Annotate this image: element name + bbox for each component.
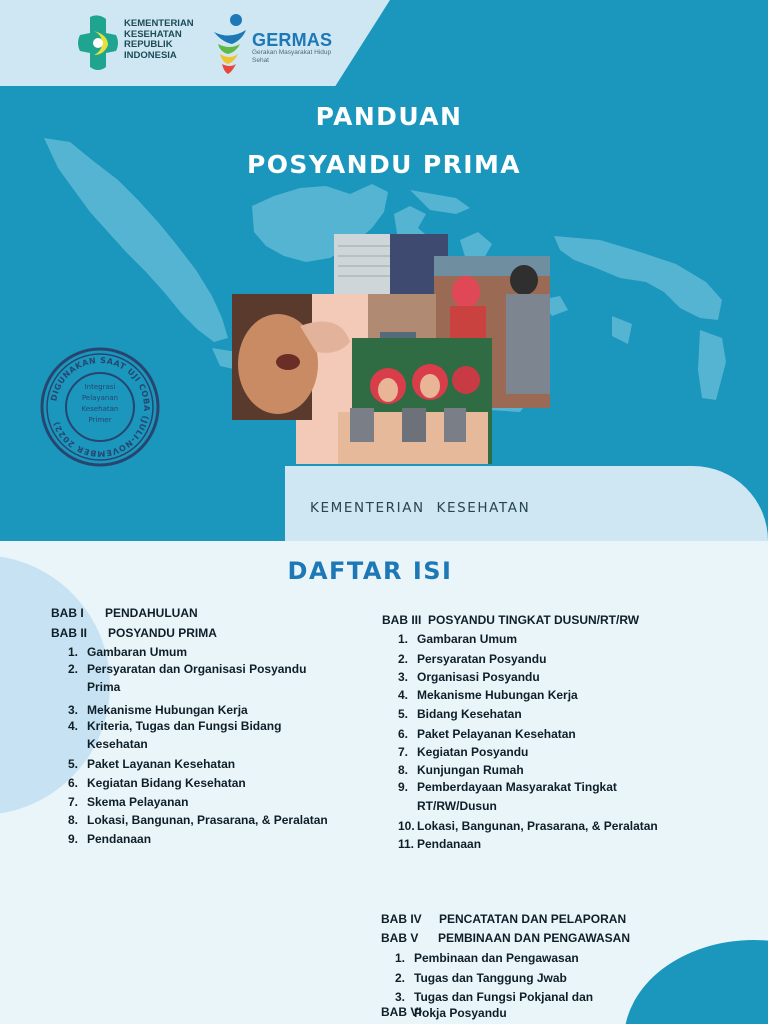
toc-item: 8. Kunjungan Rumah [398,763,524,777]
toc-chapter: BAB III POSYANDU TINGKAT DUSUN/RT/RW [382,613,640,627]
toc-chapter: BAB V PEMBINAAN DAN PENGAWASAN [381,931,631,945]
toc-item: 5. Bidang Kesehatan [398,707,522,721]
toc-item: 3. Mekanisme Hubungan Kerja [68,703,248,717]
table-of-contents-page [0,541,768,1024]
toc-item: 1. Pembinaan dan Pengawasan [395,951,579,965]
trial-stamp-icon [38,345,162,469]
svg-text:Pelayanan: Pelayanan [81,394,119,402]
toc-item: 5. Paket Layanan Kesehatan [68,757,236,771]
germas-title: GERMAS [252,30,333,50]
germas-subtitle: Gerakan Masyarakat Hidup Sehat [252,49,332,64]
toc-item: 1. Gambaran Umum [68,645,188,659]
toc-item: 3. Organisasi Posyandu [398,670,540,684]
toc-item: 2. Persyaratan dan Organisasi Posyandu [68,662,307,676]
toc-title: DAFTAR ISI [287,557,453,585]
kemenkes-logo-icon [76,13,120,73]
svg-text:Integrasi: Integrasi [84,383,116,391]
cover-title-line2: POSYANDU PRIMA [246,150,522,179]
photo-collage [230,232,550,468]
toc-item: 4. Mekanisme Hubungan Kerja [398,688,578,702]
toc-chapter: BAB II POSYANDU PRIMA [51,626,217,640]
svg-text:DIGUNAKAN SAAT UJI COBA (JULI-: DIGUNAKAN SAAT UJI COBA (JULI-NOVEMBER 2022) [49,355,152,459]
toc-item: RT/RW/Dusun [417,799,497,813]
toc-chapter: BAB I PENDAHULUAN [51,606,198,620]
toc-item: 6. Paket Pelayanan Kesehatan [398,727,576,741]
toc-item: 7. Skema Pelayanan [68,795,189,809]
toc-item: 1. Gambaran Umum [398,632,518,646]
toc-item: Kesehatan [87,737,148,751]
toc-item: 8. Lokasi, Bangunan, Prasarana, & Peralatan [68,813,328,827]
toc-item: 9. Pendanaan [68,832,152,846]
toc-item: 10. Lokasi, Bangunan, Prasarana, & Peralatan [398,819,658,833]
toc-item: Pokja Posyandu [414,1006,507,1020]
toc-item: 4. Kriteria, Tugas dan Fungsi Bidang [68,719,282,733]
toc-item: 6. Kegiatan Bidang Kesehatan [68,776,246,790]
cover-title-line1: PANDUAN [315,102,463,131]
germas-logo-icon [210,10,250,76]
svg-text:Kesehatan: Kesehatan [81,405,119,413]
toc-chapter: BAB IV PENCATATAN DAN PELAPORAN [381,912,627,926]
toc-item: 7. Kegiatan Posyandu [398,745,529,759]
cover-ministry-name: KEMENTERIAN KESEHATAN [310,500,531,516]
ministry-logo-text: KEMENTERIAN KESEHATAN REPUBLIK INDONESIA [124,18,194,61]
toc-item: 3. Tugas dan Fungsi Pokjanal dan [395,990,594,1004]
toc-item: Prima [87,680,121,694]
toc-chapter: BAB VI [381,1005,422,1019]
toc-item: 11. Pendanaan [398,837,482,851]
svg-text:Primer: Primer [88,416,112,424]
toc-item: 2. Tugas dan Tanggung Jwab [395,971,567,985]
toc-item: 2. Persyaratan Posyandu [398,652,547,666]
toc-item: 9. Pemberdayaan Masyarakat Tingkat [398,780,617,794]
